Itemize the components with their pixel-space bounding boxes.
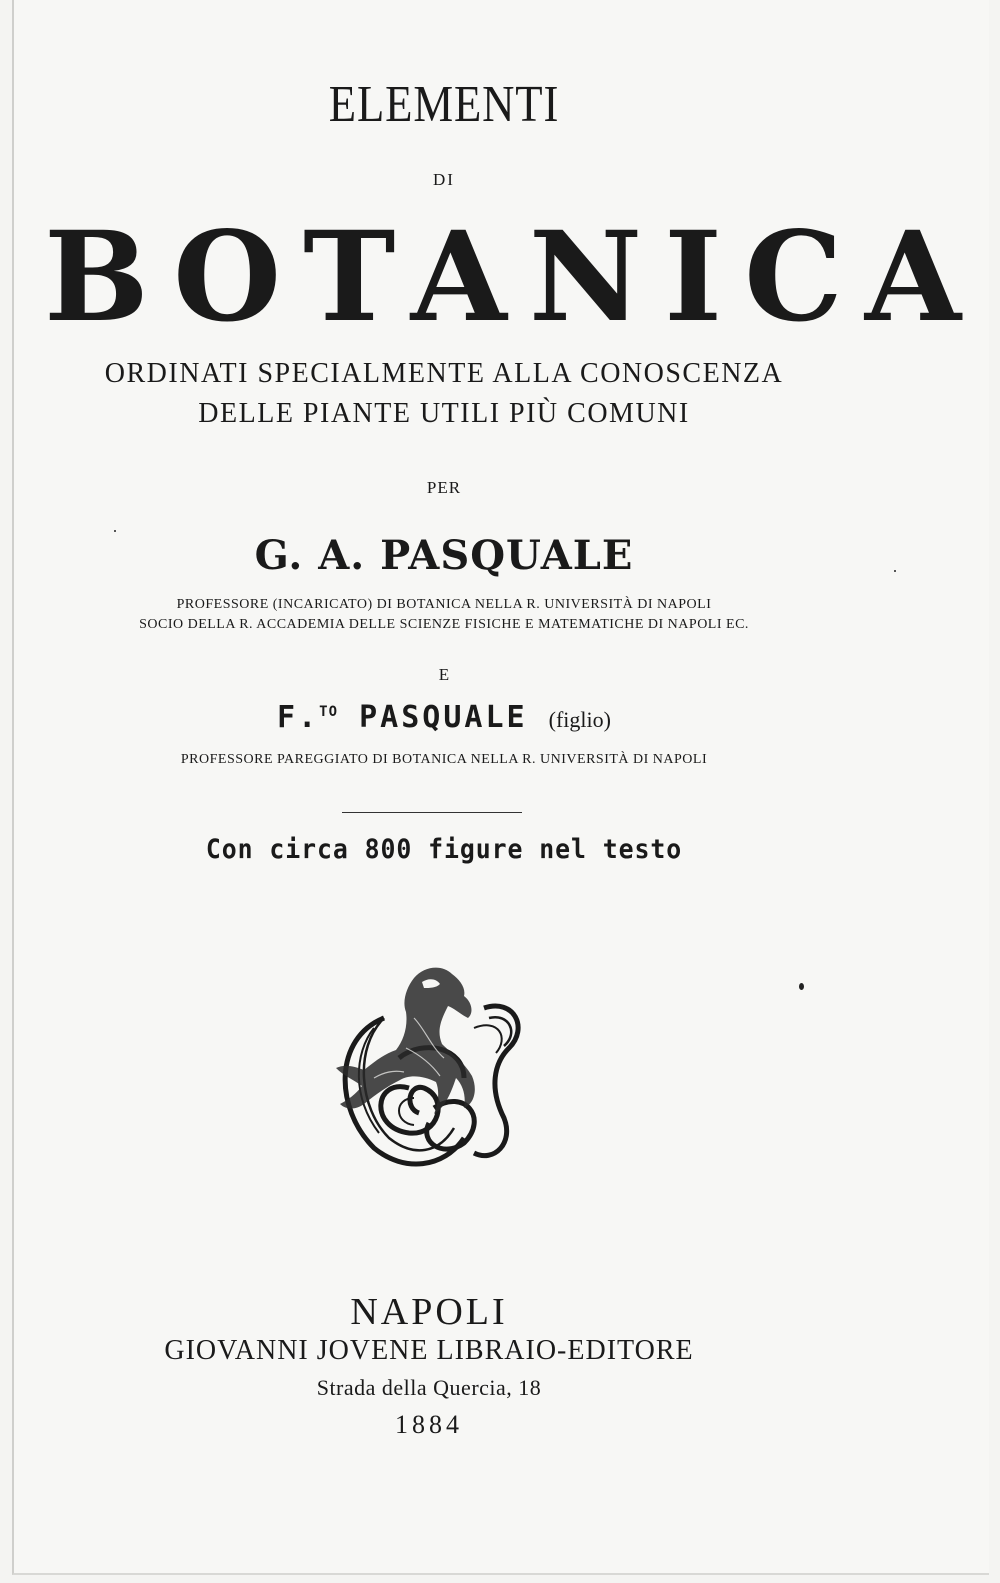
horse-monogram-emblem	[314, 958, 544, 1188]
by-label: PER	[426, 478, 462, 497]
imprint-city: NAPOLI	[350, 1291, 508, 1333]
title-connector-di: DI	[433, 170, 455, 189]
author-2-prefix-sup: TO	[319, 704, 339, 720]
author-1-affiliation-1: PROFESSORE (INCARICATO) DI BOTANICA NELLA R. UNIVERSITÀ DI NAPOLI	[176, 597, 712, 612]
author-2-affiliation: PROFESSORE PAREGGIATO DI BOTANICA NELLA R. UNIVERSITÀ DI NAPOLI	[180, 752, 708, 767]
ink-speck	[894, 570, 896, 572]
figures-note: Con circa 800 figure nel testo	[205, 834, 683, 865]
title-line-elementi: ELEMENTI	[328, 76, 560, 133]
author-2-suffix: (figlio)	[548, 707, 611, 732]
subtitle-line-2: DELLE PIANTE UTILI PIÙ COMUNI	[198, 398, 690, 429]
and-label: E	[438, 665, 450, 684]
imprint-publisher: GIOVANNI JOVENE LIBRAIO-EDITORE	[164, 1335, 694, 1366]
imprint-address: Strada della Quercia, 18	[316, 1375, 542, 1400]
author-1-name: G. A. PASQUALE	[254, 532, 634, 579]
ink-speck	[114, 530, 116, 532]
ink-speck	[799, 983, 804, 990]
author-1-affiliation-2: SOCIO DELLA R. ACCADEMIA DELLE SCIENZE FISICHE E MATEMATICHE DI NAPOLI EC.	[139, 617, 749, 632]
author-2-surname: PASQUALE	[359, 700, 528, 735]
divider-rule	[342, 812, 522, 813]
title-main-botanica: BOTANICA	[44, 205, 984, 350]
imprint-year: 1884	[395, 1410, 463, 1439]
subtitle-line-1: ORDINATI SPECIALMENTE ALLA CONOSCENZA	[104, 358, 784, 389]
author-2-prefix: F.	[277, 700, 320, 735]
title-page	[12, 0, 989, 1575]
author-2-name	[14, 700, 874, 735]
